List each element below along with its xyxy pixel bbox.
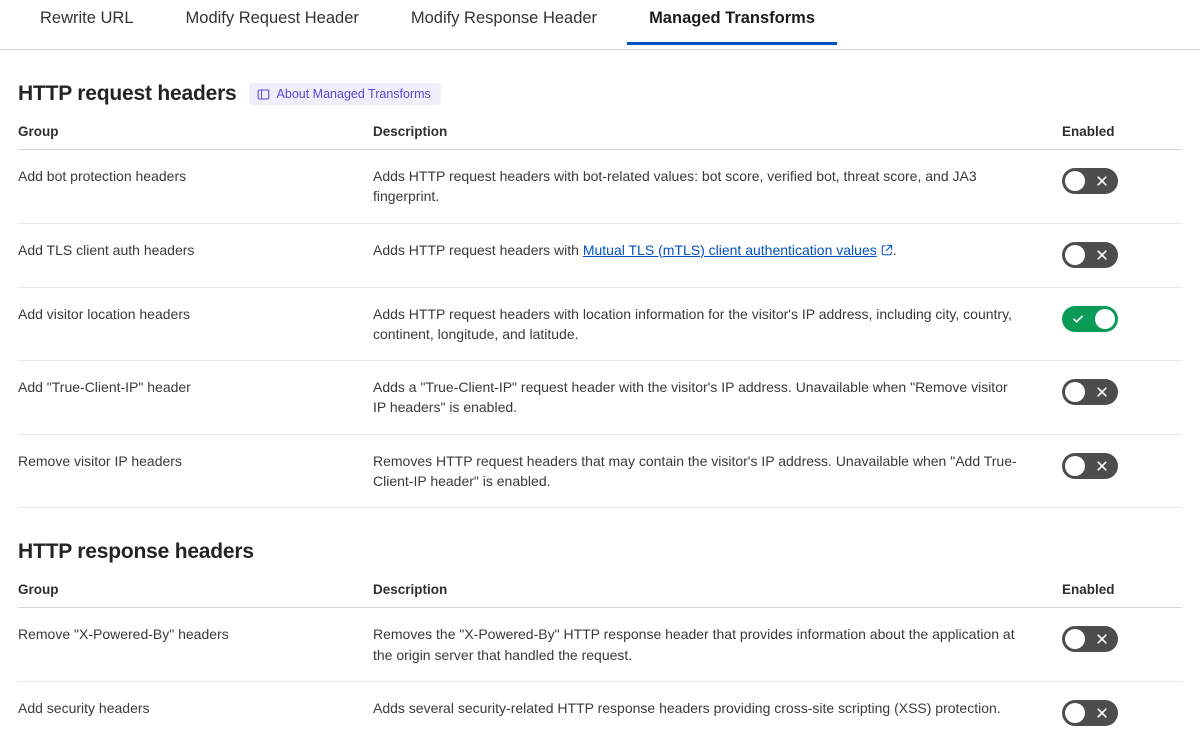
row-description: Removes the "X-Powered-By" HTTP response header that provides information about the application at the origin server that handled the request. (373, 608, 1062, 682)
row-group-name: Remove "X-Powered-By" headers (18, 608, 373, 682)
row-description: Adds a "True-Client-IP" request header with the visitor's IP address. Unavailable when "Remove visitor IP headers" is enabled. (373, 361, 1062, 435)
close-icon (1089, 453, 1115, 479)
row-group-name: Add TLS client auth headers (18, 223, 373, 287)
tab-modify-request-header[interactable]: Modify Request Header (185, 9, 359, 27)
toggle-knob (1065, 171, 1085, 191)
row-group-name: Remove visitor IP headers (18, 434, 373, 508)
column-header-enabled: Enabled (1062, 118, 1182, 150)
about-pill-label: About Managed Transforms (276, 87, 431, 101)
toggle-knob (1065, 245, 1085, 265)
close-icon (1089, 168, 1115, 194)
table-row (18, 150, 1182, 224)
row-group-name: Add bot protection headers (18, 150, 373, 224)
row-enabled-cell (1062, 434, 1182, 508)
check-icon (1065, 306, 1091, 332)
toggle-add-visitor-location-headers[interactable] (1062, 306, 1118, 332)
row-description: Adds HTTP request headers with bot-related values: bot score, verified bot, threat score, and JA3 fingerprint. (373, 150, 1062, 224)
row-description: Adds HTTP request headers with location information for the visitor's IP address, including city, country, continent, longitude, and latitude. (373, 287, 1062, 361)
column-header-description: Description (373, 576, 1062, 608)
request-headers-table-header (18, 118, 1182, 150)
close-icon (1089, 626, 1115, 652)
table-row (18, 361, 1182, 435)
toggle-knob (1065, 703, 1085, 723)
toggle-add-bot-protection-headers[interactable] (1062, 168, 1118, 194)
response-headers-table-body (18, 608, 1182, 742)
request-headers-heading-row (18, 82, 1182, 106)
request-headers-table (18, 118, 1182, 508)
tab-rewrite-url[interactable]: Rewrite URL (40, 9, 134, 27)
row-enabled-cell (1062, 681, 1182, 742)
table-row (18, 608, 1182, 682)
row-enabled-cell (1062, 287, 1182, 361)
tab-modify-response-header[interactable]: Modify Response Header (410, 9, 598, 27)
toggle-remove-visitor-ip-headers[interactable] (1062, 453, 1118, 479)
request-headers-table-body (18, 150, 1182, 508)
mtls-docs-link[interactable]: Mutual TLS (mTLS) client authentication values (582, 241, 877, 258)
row-enabled-cell (1062, 608, 1182, 682)
row-description: Removes HTTP request headers that may contain the visitor's IP address. Unavailable when "Add True-Client-IP header" is enabled. (373, 434, 1062, 508)
response-headers-table-header (18, 576, 1182, 608)
toggle-remove-x-powered-by-headers[interactable] (1062, 626, 1118, 652)
http-request-headers-section (0, 82, 1200, 508)
response-headers-heading-row (18, 540, 1182, 564)
column-header-group: Group (18, 118, 373, 150)
toggle-add-true-client-ip-header[interactable] (1062, 379, 1118, 405)
toggle-knob (1095, 309, 1115, 329)
row-enabled-cell (1062, 361, 1182, 435)
toggle-knob (1065, 382, 1085, 402)
close-icon (1089, 700, 1115, 726)
row-enabled-cell (1062, 223, 1182, 287)
table-row (18, 287, 1182, 361)
column-header-enabled: Enabled (1062, 576, 1182, 608)
column-header-group: Group (18, 576, 373, 608)
toggle-knob (1065, 456, 1085, 476)
http-response-headers-section (0, 540, 1200, 742)
row-group-name: Add "True-Client-IP" header (18, 361, 373, 435)
transform-rules-tabs (0, 0, 1200, 50)
table-row (18, 434, 1182, 508)
tab-managed-transforms[interactable]: Managed Transforms (627, 0, 837, 45)
row-description (373, 223, 1062, 287)
table-header-row (18, 576, 1182, 608)
row-description-suffix: . (892, 241, 897, 258)
toggle-knob (1065, 629, 1085, 649)
toggle-add-security-headers[interactable] (1062, 700, 1118, 726)
toggle-add-tls-client-auth-headers[interactable] (1062, 242, 1118, 268)
about-managed-transforms-link[interactable] (249, 83, 441, 105)
row-enabled-cell (1062, 150, 1182, 224)
table-header-row (18, 118, 1182, 150)
external-link-icon (881, 241, 893, 261)
page-title-response-headers: HTTP response headers (18, 540, 254, 564)
column-header-description: Description (373, 118, 1062, 150)
table-row (18, 681, 1182, 742)
row-description-prefix: Adds HTTP request headers with (373, 241, 583, 258)
row-group-name: Add security headers (18, 681, 373, 742)
close-icon (1089, 379, 1115, 405)
book-icon (257, 88, 270, 101)
row-group-name: Add visitor location headers (18, 287, 373, 361)
close-icon (1089, 242, 1115, 268)
row-description: Adds several security-related HTTP response headers providing cross-site scripting (XSS) protection. (373, 681, 1062, 742)
response-headers-table (18, 576, 1182, 742)
table-row (18, 223, 1182, 287)
page-title-request-headers: HTTP request headers (18, 82, 237, 105)
